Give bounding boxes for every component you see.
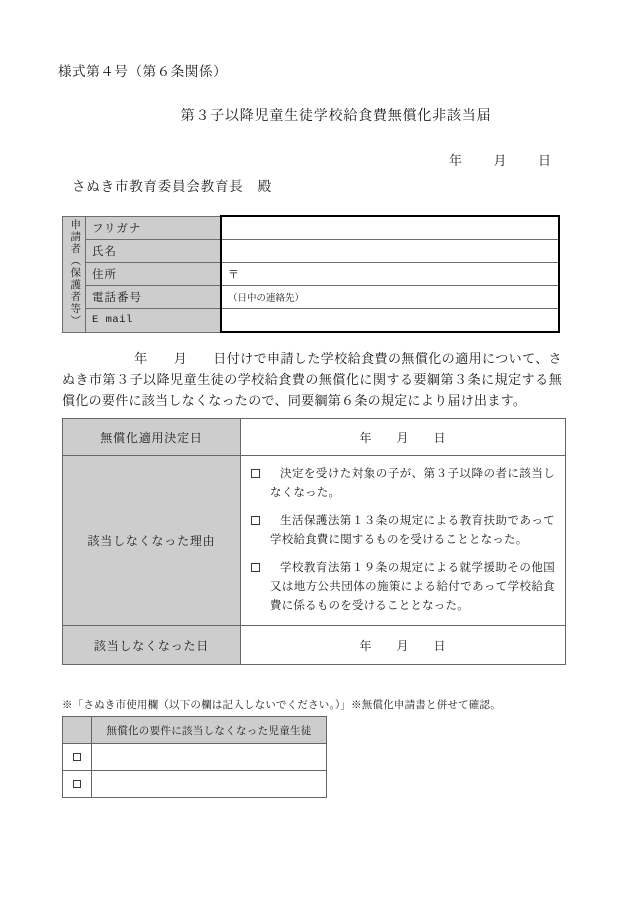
- applicant-vertical-label: 申請者（保護者等）: [63, 216, 86, 332]
- table-row: [63, 456, 566, 626]
- body-paragraph-text: 付けで申請した学校給食費の無償化の適用について、さぬき市第３子以降児童生徒の学校給食費の無償化に関する要綱第３条に規定する無償化の要件に該当しなくなったので、同要綱第６条の規定により届け出ます。: [62, 351, 562, 408]
- addressee-honorific: 殿: [257, 179, 272, 194]
- applicant-table: [62, 215, 560, 333]
- checkbox-icon[interactable]: [73, 753, 81, 761]
- table-row: [63, 216, 560, 240]
- decision-date-label: 無償化適用決定日: [63, 419, 241, 456]
- reason-option-1-label: 決定を受けた対象の子が、第３子以降の者に該当しなくなった。: [270, 468, 555, 499]
- header-date-month: 月: [493, 153, 508, 168]
- ineligible-date-day: 日: [433, 638, 447, 653]
- decision-date-day: 日: [433, 430, 447, 445]
- applicant-field-name[interactable]: [221, 240, 559, 263]
- decision-date-year: 年: [359, 430, 373, 445]
- ineligible-date-year: 年: [359, 638, 373, 653]
- applicant-label-phone: 電話番号: [86, 286, 222, 309]
- ineligible-date-month: 月: [396, 638, 410, 653]
- header-date-year: 年: [448, 153, 463, 168]
- ineligible-date-label: 該当しなくなった日: [63, 626, 241, 665]
- applicant-field-furigana[interactable]: [221, 216, 559, 240]
- reason-option-3[interactable]: [249, 559, 555, 616]
- header-date-day: 日: [537, 153, 552, 168]
- decision-date-month: 月: [396, 430, 410, 445]
- page-title: 第３子以降児童生徒学校給食費無償化非該当届: [180, 109, 492, 124]
- body-paragraph: [62, 348, 562, 411]
- office-use-table: [62, 716, 327, 798]
- table-row: [63, 744, 327, 771]
- reason-options: [241, 456, 566, 626]
- reason-label: 該当しなくなった理由: [63, 456, 241, 626]
- office-use-value-cell-2[interactable]: [92, 771, 327, 798]
- body-date-day: 日: [213, 351, 227, 366]
- decision-date-value[interactable]: [241, 419, 566, 456]
- reason-option-2-label: 生活保護法第１３条の規定による教育扶助であって学校給食費に関するものを受けることとなった。: [270, 515, 555, 546]
- applicant-label-address: 住所: [86, 263, 222, 286]
- ineligible-date-value[interactable]: [241, 626, 566, 665]
- checkbox-icon[interactable]: [251, 563, 260, 572]
- applicant-label-furigana: フリガナ: [86, 216, 222, 240]
- postal-mark-icon: 〒: [228, 269, 239, 281]
- body-date-year: 年: [134, 351, 148, 366]
- header-date-line: [449, 150, 552, 169]
- table-row: [63, 286, 560, 309]
- reason-option-1[interactable]: [249, 465, 555, 503]
- body-date-month: 月: [173, 351, 188, 366]
- form-code: 様式第４号（第６条関係）: [58, 64, 228, 79]
- applicant-label-email: E mail: [86, 309, 222, 333]
- reason-option-2[interactable]: [249, 512, 555, 550]
- checkbox-icon[interactable]: [251, 516, 260, 525]
- applicant-field-phone[interactable]: [221, 286, 559, 309]
- addressee-name: さぬき市教育委員会教育長: [72, 179, 244, 194]
- table-row: [63, 240, 560, 263]
- office-use-value-cell-1[interactable]: [92, 744, 327, 771]
- table-row: [63, 771, 327, 798]
- office-use-checkbox-cell-2[interactable]: [63, 771, 92, 798]
- phone-hint: （日中の連絡先）: [228, 294, 305, 304]
- addressee-line: [72, 175, 272, 195]
- main-table: [62, 418, 566, 665]
- reason-option-3-label: 学校教育法第１９条の規定による就学援助その他国又は地方公共団体の施策による給付であって学校給食費に係るものを受けることとなった。: [270, 562, 555, 612]
- checkbox-icon[interactable]: [251, 469, 260, 478]
- office-use-checkbox-cell-1[interactable]: [63, 744, 92, 771]
- office-use-note: ※「さぬき市使用欄（以下の欄は記入しないでください。）」※無償化申請書と併せて確認。: [62, 700, 501, 711]
- table-row: [63, 626, 566, 665]
- applicant-label-name: 氏名: [86, 240, 222, 263]
- office-use-table-header: 無償化の要件に該当しなくなった児童生徒: [92, 717, 327, 744]
- checkbox-icon[interactable]: [73, 780, 81, 788]
- office-use-checkbox-header: [63, 717, 92, 744]
- applicant-field-address[interactable]: [221, 263, 559, 286]
- applicant-field-email[interactable]: [221, 309, 559, 333]
- table-row: [63, 263, 560, 286]
- table-row: [63, 419, 566, 456]
- table-row: [63, 717, 327, 744]
- table-row: [63, 309, 560, 333]
